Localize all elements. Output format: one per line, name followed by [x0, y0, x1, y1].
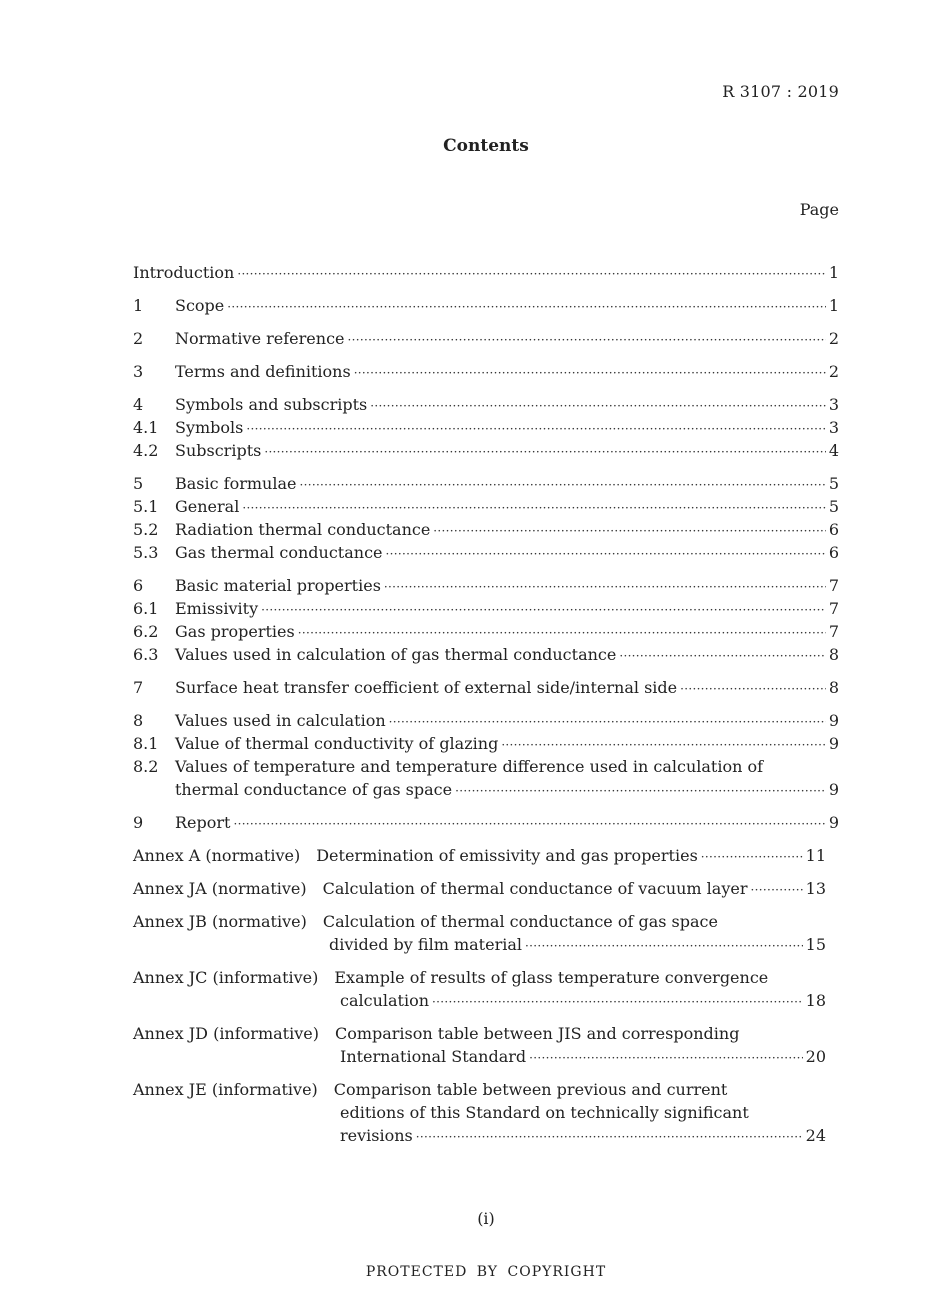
toc-entry-number: 4.2 [133, 441, 159, 460]
toc-entry-title: Symbols and subscripts [175, 395, 368, 414]
toc-entry-page: 8 [828, 645, 839, 664]
toc-entry-thermal-conductivity-glazing[interactable] [133, 732, 839, 755]
toc-entry-number: 1 [133, 296, 144, 315]
toc-entry-title: Introduction [133, 263, 235, 282]
annex-label: Annex JC (informative) [133, 968, 319, 987]
toc-entry-title: Values used in calculation [175, 711, 386, 730]
toc-entry-temperature-values[interactable] [133, 755, 839, 801]
toc-entry-title: Comparison table between previous and current [333, 1080, 728, 1099]
toc-entry-page: 2 [828, 329, 839, 348]
toc-entry-title: Calculation of thermal conductance of vacuum layer [322, 879, 748, 898]
annex-label: Annex JE (informative) [133, 1080, 318, 1099]
toc-entry-title: Values of temperature and temperature difference used in calculation of [175, 757, 764, 776]
dot-leader [416, 1126, 803, 1149]
annex-label: Annex JA (normative) [133, 879, 307, 898]
table-of-contents [133, 261, 839, 1147]
dot-leader [246, 418, 825, 441]
toc-entry-page: 15 [805, 935, 826, 954]
toc-entry-number: 8 [133, 711, 144, 730]
dot-leader [354, 362, 826, 385]
toc-entry-number: 6.3 [133, 645, 159, 664]
toc-entry-number: 2 [133, 329, 144, 348]
toc-entry-page: 9 [828, 734, 839, 753]
toc-entry-number: 6 [133, 576, 144, 595]
toc-entry-number: 8.2 [133, 757, 159, 776]
dot-leader [751, 879, 803, 902]
toc-entry-title: Gas thermal conductance [175, 543, 383, 562]
toc-entry-page: 1 [828, 263, 839, 282]
annex-label: Annex A (normative) [133, 846, 301, 865]
toc-entry-number: 6.1 [133, 599, 159, 618]
toc-entry-annex-a[interactable] [133, 844, 826, 867]
toc-entry-page: 4 [828, 441, 839, 460]
toc-entry-report[interactable] [133, 811, 839, 834]
toc-entry-title: Surface heat transfer coefficient of external side/internal side [175, 678, 678, 697]
toc-entry-number: 6.2 [133, 622, 159, 641]
annex-label: Annex JD (informative) [133, 1024, 319, 1043]
toc-entry-page: 6 [828, 543, 839, 562]
toc-entry-page: 7 [828, 576, 839, 595]
toc-entry-title: Terms and definitions [175, 362, 351, 381]
dot-leader [680, 678, 826, 701]
toc-entry-title: Basic material properties [175, 576, 381, 595]
dot-leader [370, 395, 826, 418]
toc-entry-page: 18 [805, 991, 826, 1010]
toc-entry-title: Values used in calculation of gas thermal conductance [175, 645, 617, 664]
toc-entry-number: 7 [133, 678, 144, 697]
toc-entry-annex-jd[interactable] [133, 1022, 826, 1068]
toc-entry-title-continued: revisions [340, 1126, 413, 1145]
toc-entry-page: 7 [828, 622, 839, 641]
dot-leader [455, 780, 826, 803]
toc-entry-number: 5 [133, 474, 144, 493]
toc-entry-surface-heat-transfer[interactable] [133, 676, 839, 699]
toc-entry-page: 5 [828, 474, 839, 493]
toc-entry-values-used-in-calculation[interactable] [133, 709, 839, 732]
toc-entry-page: 9 [828, 780, 839, 799]
toc-entry-annex-ja[interactable] [133, 877, 826, 900]
toc-entry-gas-thermal-conductance[interactable] [133, 541, 839, 564]
toc-entry-title: Calculation of thermal conductance of gas space [322, 912, 718, 931]
dot-leader [264, 441, 825, 464]
toc-entry-page: 9 [828, 813, 839, 832]
toc-entry-annex-je[interactable] [133, 1078, 826, 1147]
toc-entry-title-continued: calculation [340, 991, 430, 1010]
dot-leader [701, 846, 803, 869]
toc-entry-page: 6 [828, 520, 839, 539]
dot-leader [619, 645, 825, 668]
dot-leader [299, 474, 825, 497]
toc-entry-title-continued: thermal conductance of gas space [175, 780, 453, 799]
toc-entry-annex-jc[interactable] [133, 966, 826, 1012]
toc-entry-page: 8 [828, 678, 839, 697]
toc-entry-number: 5.3 [133, 543, 159, 562]
dot-leader [384, 576, 826, 599]
toc-entry-title: Radiation thermal conductance [175, 520, 431, 539]
toc-entry-title: Normative reference [175, 329, 345, 348]
page-column-label: Page [799, 200, 839, 219]
toc-entry-title: Example of results of glass temperature convergence [334, 968, 769, 987]
dot-leader [432, 991, 803, 1014]
toc-entry-basic-material-properties[interactable] [133, 574, 839, 597]
toc-entry-page: 24 [805, 1126, 826, 1145]
toc-entry-title: Symbols [175, 418, 244, 437]
toc-entry-page: 20 [805, 1047, 826, 1066]
toc-entry-symbols-subscripts[interactable] [133, 393, 839, 416]
toc-entry-page: 1 [828, 296, 839, 315]
toc-entry-number: 4 [133, 395, 144, 414]
toc-entry-title: Report [175, 813, 231, 832]
dot-leader [261, 599, 826, 622]
toc-entry-title: Gas properties [175, 622, 295, 641]
toc-entry-general[interactable] [133, 495, 839, 518]
dot-leader [227, 296, 826, 319]
toc-entry-number: 5.1 [133, 497, 159, 516]
toc-entry-terms-definitions[interactable] [133, 360, 839, 383]
toc-entry-title: Comparison table between JIS and corresponding [334, 1024, 740, 1043]
toc-entry-title-continued: divided by film material [329, 935, 522, 954]
contents-title: Contents [443, 136, 529, 156]
dot-leader [529, 1047, 802, 1070]
toc-entry-introduction[interactable] [133, 261, 839, 284]
annex-label: Annex JB (normative) [133, 912, 307, 931]
toc-entry-title-continued: editions of this Standard on technically significant [340, 1103, 749, 1122]
dot-leader [242, 497, 825, 520]
toc-entry-page: 11 [805, 846, 826, 865]
toc-entry-gas-properties[interactable] [133, 620, 839, 643]
toc-entry-title-continued: International Standard [340, 1047, 527, 1066]
toc-entry-annex-jb[interactable] [133, 910, 826, 956]
dot-leader [525, 935, 803, 958]
toc-entry-subscripts[interactable] [133, 439, 839, 462]
dot-leader [501, 734, 826, 757]
toc-entry-page: 3 [828, 395, 839, 414]
toc-entry-title: Value of thermal conductivity of glazing [175, 734, 499, 753]
toc-entry-radiation-thermal-conductance[interactable] [133, 518, 839, 541]
toc-entry-title: Scope [175, 296, 225, 315]
dot-leader [237, 263, 825, 286]
dot-leader [298, 622, 826, 645]
toc-entry-title: Basic formulae [175, 474, 297, 493]
toc-entry-scope[interactable] [133, 294, 839, 317]
toc-entry-title: Determination of emissivity and gas properties [316, 846, 698, 865]
toc-entry-number: 3 [133, 362, 144, 381]
copyright-notice: PROTECTED BY COPYRIGHT [365, 1264, 607, 1280]
toc-entry-page: 9 [828, 711, 839, 730]
page-number: (i) [477, 1209, 495, 1228]
toc-entry-number: 4.1 [133, 418, 159, 437]
toc-entry-title: Emissivity [175, 599, 259, 618]
toc-entry-page: 5 [828, 497, 839, 516]
toc-entry-number: 5.2 [133, 520, 159, 539]
dot-leader [389, 711, 826, 734]
toc-entry-page: 7 [828, 599, 839, 618]
dot-leader [386, 543, 826, 566]
dot-leader [233, 813, 825, 836]
dot-leader [348, 329, 826, 352]
toc-entry-basic-formulae[interactable] [133, 472, 839, 495]
toc-entry-title: Subscripts [175, 441, 262, 460]
toc-entry-page: 2 [828, 362, 839, 381]
toc-entry-normative-reference[interactable] [133, 327, 839, 350]
toc-entry-values-gas-thermal-conductance[interactable] [133, 643, 839, 666]
toc-entry-page: 3 [828, 418, 839, 437]
toc-entry-title: General [175, 497, 240, 516]
document-number: R 3107 : 2019 [722, 82, 839, 101]
toc-entry-number: 8.1 [133, 734, 159, 753]
dot-leader [433, 520, 826, 543]
toc-entry-number: 9 [133, 813, 144, 832]
toc-entry-symbols[interactable] [133, 416, 839, 439]
toc-entry-emissivity[interactable] [133, 597, 839, 620]
toc-entry-page: 13 [805, 879, 826, 898]
